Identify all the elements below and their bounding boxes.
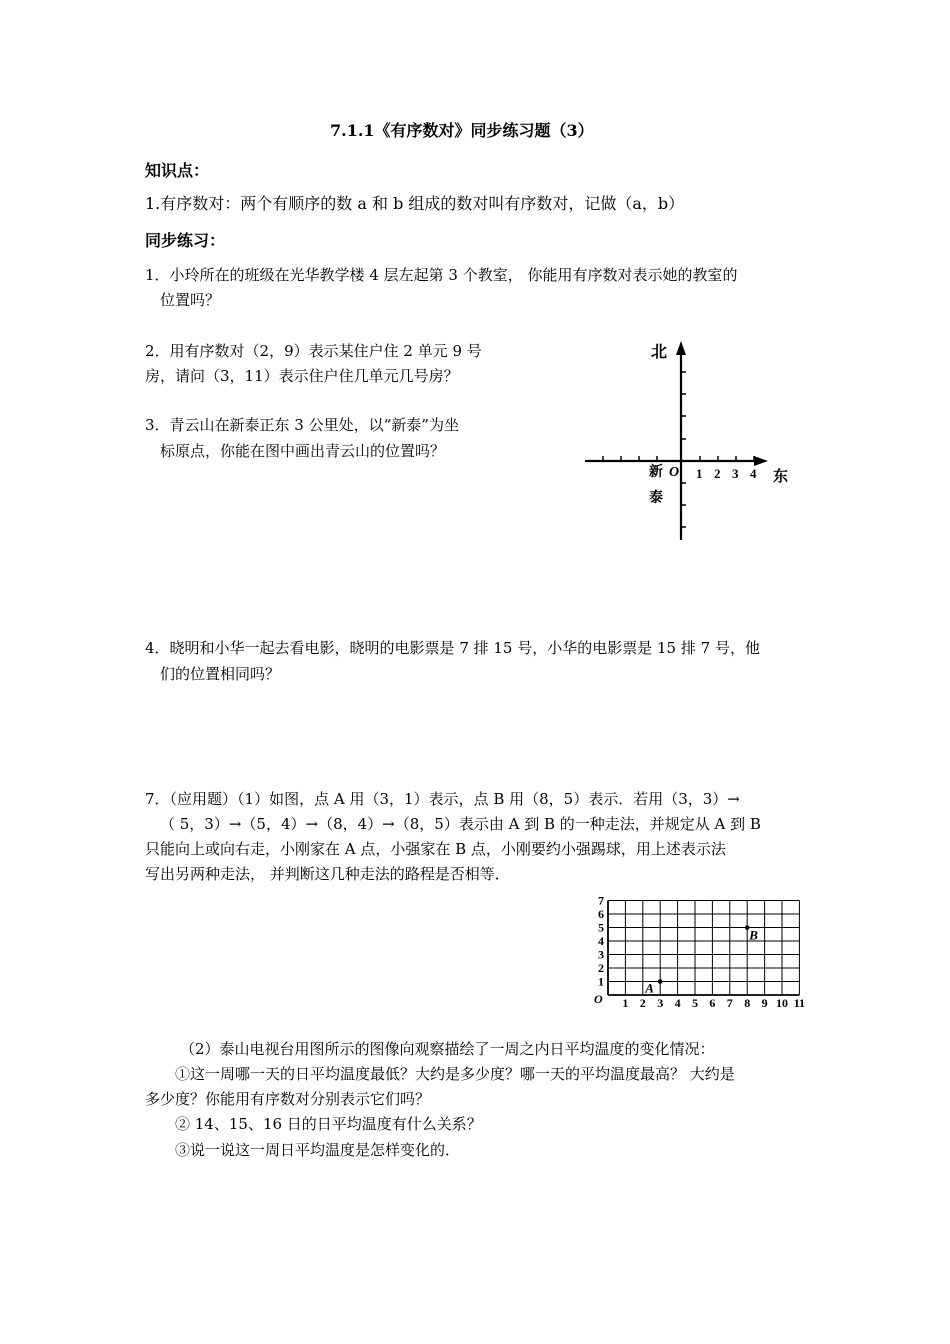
grid-y-tick: 2	[598, 961, 604, 975]
question-7-2-line-5: ③说一说这一周日平均温度是怎样变化的．	[175, 1141, 461, 1159]
grid-x-tick: 2	[639, 996, 646, 1010]
grid-x-tick: 3	[657, 996, 664, 1010]
knowledge-heading: 知识点：	[145, 161, 210, 180]
north-arrow	[676, 341, 686, 355]
question-3-line-1: 3．青云山在新泰正东 3 公里处，以“新泰”为坐	[145, 416, 459, 434]
question-1-line-2: 位置吗？	[160, 291, 221, 309]
grid-x-tick: 7	[726, 996, 733, 1010]
figure-compass-axes	[580, 335, 795, 545]
grid-x-tick: 4	[674, 996, 681, 1010]
north-label: 北	[651, 344, 668, 361]
grid-y-tick: 6	[598, 907, 604, 921]
point-a-marker	[658, 979, 663, 984]
grid-y-tick: 7	[598, 893, 604, 908]
question-7-2-line-1: （2）泰山电视台用图所示的图像向观察描绘了一周之内日平均温度的变化情况：	[180, 1040, 715, 1058]
question-1-line-1: 1．小玲所在的班级在光华教学楼 4 层左起第 3 个教室， 你能用有序数对表示她的教室的	[145, 266, 738, 284]
grid-x-tick: 8	[744, 996, 751, 1010]
grid-y-tick: 3	[598, 947, 604, 962]
grid-x-tick: 5	[692, 996, 698, 1010]
east-arrow	[754, 456, 768, 466]
grid-x-tick: 10	[776, 996, 788, 1010]
east-label: 东	[773, 469, 789, 485]
question-3-line-2: 标原点，你能在图中画出青云山的位置吗？	[160, 442, 446, 460]
page-title: 7.1.1《有序数对》同步练习题（3）	[330, 121, 594, 140]
question-2-line-2: 房，请问（3，11）表示住户住几单元几号房？	[145, 367, 459, 385]
grid-x-tick: 9	[761, 996, 768, 1010]
x-tick-4: 4	[750, 466, 757, 481]
grid-y-tick: 4	[598, 934, 604, 948]
x-tick-3: 3	[732, 466, 739, 481]
question-4-line-2: 们的位置相同吗？	[160, 665, 281, 683]
grid-x-tick: 6	[709, 996, 716, 1010]
question-7-line-3: 只能向上或向右走，小刚家在 A 点，小强家在 B 点，小刚要约小强踢球，用上述表示法	[145, 840, 726, 858]
question-7-2-line-4: ② 14、15、16 日的日平均温度有什么关系？	[175, 1115, 482, 1133]
grid-y-tick: 5	[598, 920, 604, 935]
x-tick-1: 1	[696, 466, 703, 481]
xintai-label-2: 泰	[649, 491, 663, 506]
knowledge-point-1: 1.有序数对：两个有顺序的数 a 和 b 组成的数对叫有序数对，记做（a，b）	[145, 194, 685, 213]
point-a-label: A	[645, 980, 654, 996]
question-7-line-1: 7．（应用题）（1）如图，点 A 用（3，1）表示，点 B 用（8，5）表示．若用（3，3）→	[145, 790, 740, 808]
grid-origin-label: O	[594, 992, 603, 1006]
practice-heading: 同步练习：	[145, 231, 226, 250]
figure-grid	[588, 880, 813, 1010]
question-7-2-line-3: 多少度？你能用有序数对分别表示它们吗？	[145, 1090, 431, 1108]
question-2-line-1: 2．用有序数对（2，9）表示某住户住 2 单元 9 号	[145, 342, 482, 360]
question-7-2-line-2: ①这一周哪一天的日平均温度最低？大约是多少度？哪一天的平均温度最高？ 大约是	[175, 1065, 735, 1083]
x-tick-2: 2	[714, 466, 721, 481]
question-4-line-1: 4．晓明和小华一起去看电影，晓明的电影票是 7 排 15 号，小华的电影票是 15 排 7 号，他	[145, 639, 760, 657]
grid-x-tick: 11	[793, 996, 806, 1010]
question-7-line-4: 写出另两种走法， 并判断这几种走法的路程是否相等．	[145, 865, 510, 883]
grid-y-tick: 1	[598, 974, 604, 989]
question-7-line-2: （ 5，3）→（5，4）→（8，4）→（8，5）表示由 A 到 B 的一种走法，并规定从 A 到 B	[160, 815, 761, 833]
point-b-label: B	[749, 927, 758, 943]
grid-x-tick: 1	[622, 996, 629, 1010]
origin-label: O	[669, 465, 680, 480]
xintai-label-1: 新	[649, 465, 663, 480]
